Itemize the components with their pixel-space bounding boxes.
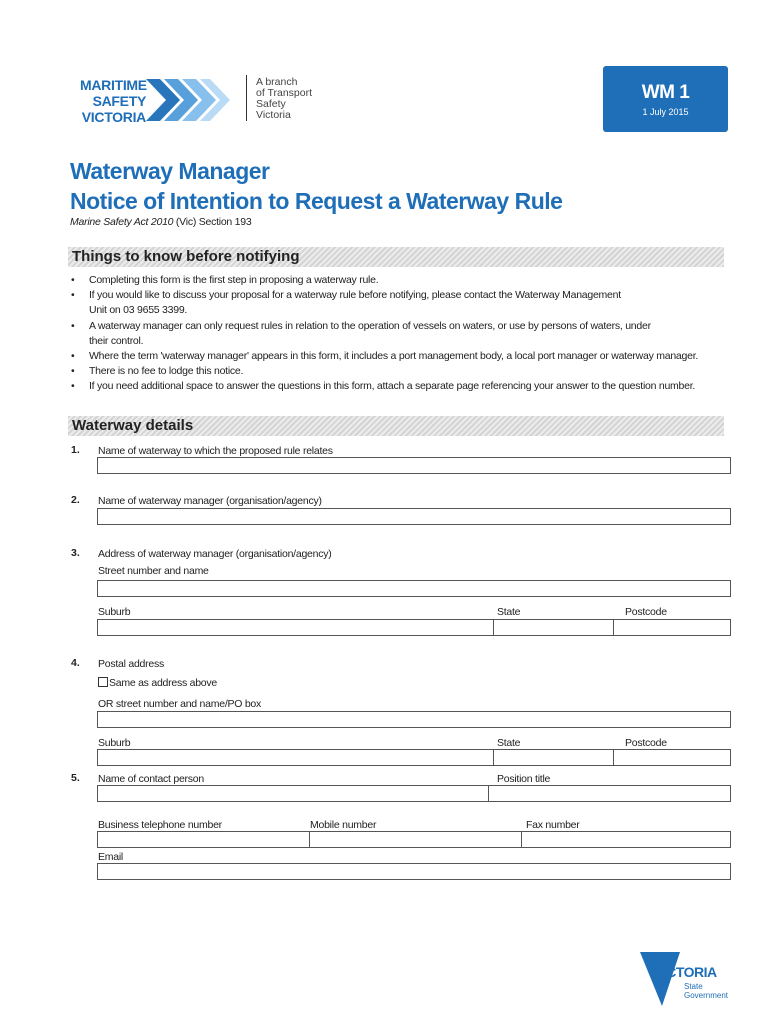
form-code-box — [603, 66, 728, 132]
contact-label: Name of contact person — [98, 773, 204, 785]
vic-logo-word: VICTORIA — [654, 964, 717, 980]
postcode-input[interactable] — [614, 620, 730, 635]
logo-line-1: MARITIME — [80, 77, 147, 93]
q4-number: 4. — [71, 657, 80, 669]
street-input[interactable] — [97, 580, 731, 597]
postal-suburb-label: Suburb — [98, 737, 131, 749]
postal-suburb-input[interactable] — [98, 750, 494, 765]
branch-line-3: Safety — [256, 98, 286, 110]
postal-postcode-input[interactable] — [614, 750, 730, 765]
form-code: WM 1 — [641, 82, 690, 103]
branch-line-1: A branch — [256, 76, 298, 88]
page-title-line-1: Waterway Manager — [70, 158, 270, 184]
waterway-heading: Waterway details — [68, 416, 724, 436]
waterway-name-input[interactable] — [97, 457, 731, 474]
q2-label: Name of waterway manager (organisation/agency) — [98, 495, 322, 507]
state-label: State — [497, 606, 521, 618]
contact-row — [97, 785, 731, 802]
act-reference — [70, 215, 251, 229]
msv-logo — [80, 75, 320, 125]
street-label: Street number and name — [98, 565, 209, 577]
logo-line-3: VICTORIA — [81, 109, 146, 125]
logo-line-2: SAFETY — [92, 93, 146, 109]
same-as-checkbox[interactable] — [98, 677, 108, 687]
form-date: 1 July 2015 — [642, 107, 689, 117]
position-input[interactable] — [489, 786, 730, 801]
list-item: • Where the term 'waterway manager' appears in this form, it includes a port management body, a local port manager or waterway manager. — [69, 349, 729, 364]
logo-divider — [246, 75, 247, 121]
or-street-label: OR street number and name/PO box — [98, 698, 261, 710]
branch-line-4: Victoria — [256, 109, 291, 121]
list-item: • If you would like to discuss your proposal for a waterway rule before notifying, please contact the Waterway Management Unit on 03 9655 3399. — [69, 288, 729, 318]
phone-row — [97, 831, 731, 848]
postal-street-input[interactable] — [97, 711, 731, 728]
act-name: Marine Safety Act 2010 — [70, 216, 174, 228]
contact-name-input[interactable] — [98, 786, 489, 801]
q3-number: 3. — [71, 547, 80, 559]
postal-state-input[interactable] — [494, 750, 614, 765]
branch-line-2: of Transport — [256, 87, 313, 99]
business-phone-input[interactable] — [98, 832, 310, 847]
list-item: • There is no fee to lodge this notice. — [69, 364, 729, 379]
suburb-label: Suburb — [98, 606, 131, 618]
postal-postcode-label: Postcode — [625, 737, 667, 749]
same-as-label: Same as address above — [109, 677, 217, 689]
address-row — [97, 619, 731, 636]
vic-logo-sub-2: Government — [684, 991, 729, 1000]
page-title-line-2: Notice of Intention to Request a Waterway Rule — [70, 188, 563, 214]
fax-input[interactable] — [522, 832, 730, 847]
same-as-checkbox-row[interactable] — [98, 676, 217, 690]
list-item: • Completing this form is the first step in proposing a waterway rule. — [69, 273, 729, 288]
business-phone-label: Business telephone number — [98, 819, 222, 831]
state-input[interactable] — [494, 620, 614, 635]
mobile-label: Mobile number — [310, 819, 377, 831]
position-label: Position title — [497, 773, 551, 785]
postcode-label: Postcode — [625, 606, 667, 618]
postal-address-row — [97, 749, 731, 766]
email-label: Email — [98, 851, 124, 863]
q4-label: Postal address — [98, 658, 164, 670]
postal-state-label: State — [497, 737, 521, 749]
act-section: (Vic) Section 193 — [173, 216, 252, 228]
things-list — [69, 273, 729, 395]
things-heading: Things to know before notifying — [68, 247, 724, 267]
q2-number: 2. — [71, 494, 80, 506]
q3-label: Address of waterway manager (organisation/agency) — [98, 548, 332, 560]
vic-logo-sub-1: State — [684, 982, 703, 991]
manager-name-input[interactable] — [97, 508, 731, 525]
suburb-input[interactable] — [98, 620, 494, 635]
list-item: • A waterway manager can only request rules in relation to the operation of vessels on waters, or use by persons of waters, under their control. — [69, 319, 729, 349]
fax-label: Fax number — [526, 819, 580, 831]
q1-number: 1. — [71, 444, 80, 456]
chevrons-icon — [146, 79, 236, 121]
vic-gov-logo — [640, 952, 740, 1008]
list-item: • If you need additional space to answer the questions in this form, attach a separate page referencing your answer to the question number. — [69, 379, 729, 394]
q1-label: Name of waterway to which the proposed rule relates — [98, 445, 333, 457]
mobile-input[interactable] — [310, 832, 522, 847]
email-input[interactable] — [97, 863, 731, 880]
q5-number: 5. — [71, 772, 80, 784]
